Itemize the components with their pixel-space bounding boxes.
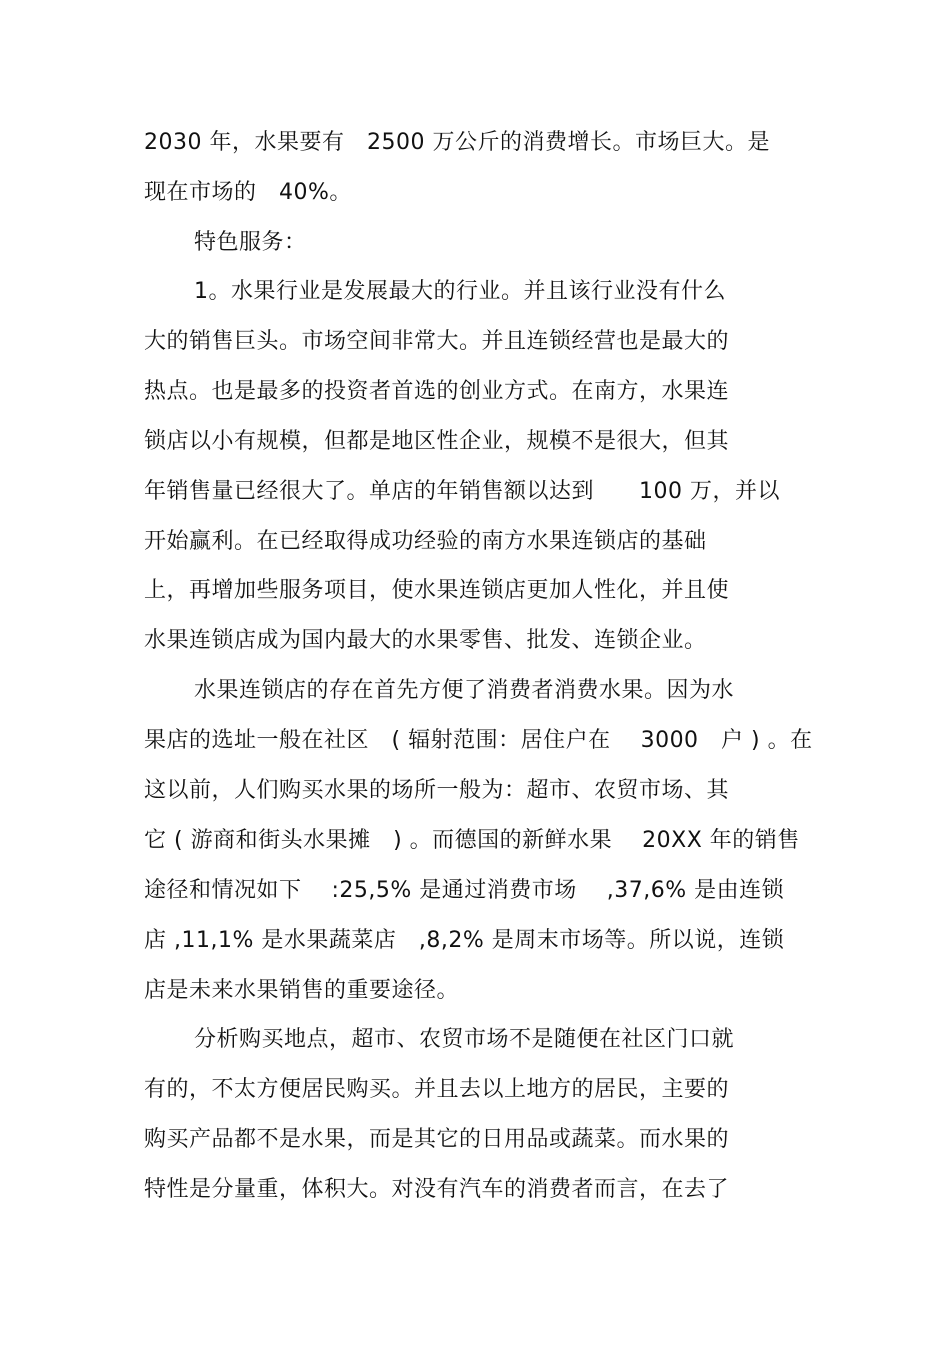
text-line: 大的销售巨头。市场空间非常大。并且连锁经营也是最大的	[144, 329, 730, 354]
text-line: 店是未来水果销售的重要途径。	[144, 978, 460, 1003]
text-line: 锁店以小有规模，但都是地区性企业，规模不是很大，但其	[144, 429, 730, 454]
text-line: 1。水果行业是发展最大的行业。并且该行业没有什么	[194, 279, 726, 304]
text-line: 开始赢利。在已经取得成功经验的南方水果连锁店的基础	[144, 529, 707, 554]
text-line: 途径和情况如下 :25,5% 是通过消费市场 ,37,6% 是由连锁	[144, 878, 785, 903]
text-line: 热点。也是最多的投资者首选的创业方式。在南方，水果连	[144, 379, 730, 404]
text-line: 上，再增加些服务项目，使水果连锁店更加人性化，并且使	[144, 578, 730, 603]
text-line: 果店的选址一般在社区 ( 辐射范围：居住户在 3000 户 ) 。在	[144, 728, 813, 753]
text-line: 分析购买地点，超市、农贸市场不是随便在社区门口就	[194, 1027, 735, 1052]
text-line: 特性是分量重，体积大。对没有汽车的消费者而言，在去了	[144, 1177, 730, 1202]
text-line: 现在市场的 40%。	[144, 180, 352, 205]
text-line: 有的，不太方便居民购买。并且去以上地方的居民，主要的	[144, 1077, 730, 1102]
section-heading: 特色服务：	[194, 230, 307, 255]
text-line: 购买产品都不是水果，而是其它的日用品或蔬菜。而水果的	[144, 1127, 730, 1152]
text-line: 年销售量已经很大了。单店的年销售额以达到 100 万，并以	[144, 479, 780, 504]
text-line: 店 ,11,1% 是水果蔬菜店 ,8,2% 是周末市场等。所以说，连锁	[144, 928, 785, 953]
text-line: 水果连锁店成为国内最大的水果零售、批发、连锁企业。	[144, 628, 707, 653]
text-line: 2030 年，水果要有 2500 万公斤的消费增长。市场巨大。是	[144, 130, 770, 155]
text-line: 它 ( 游商和街头水果摊 ) 。而德国的新鲜水果 20XX 年的销售	[144, 828, 800, 853]
text-line: 水果连锁店的存在首先方便了消费者消费水果。因为水	[194, 678, 735, 703]
text-line: 这以前，人们购买水果的场所一般为：超市、农贸市场、其	[144, 778, 730, 803]
